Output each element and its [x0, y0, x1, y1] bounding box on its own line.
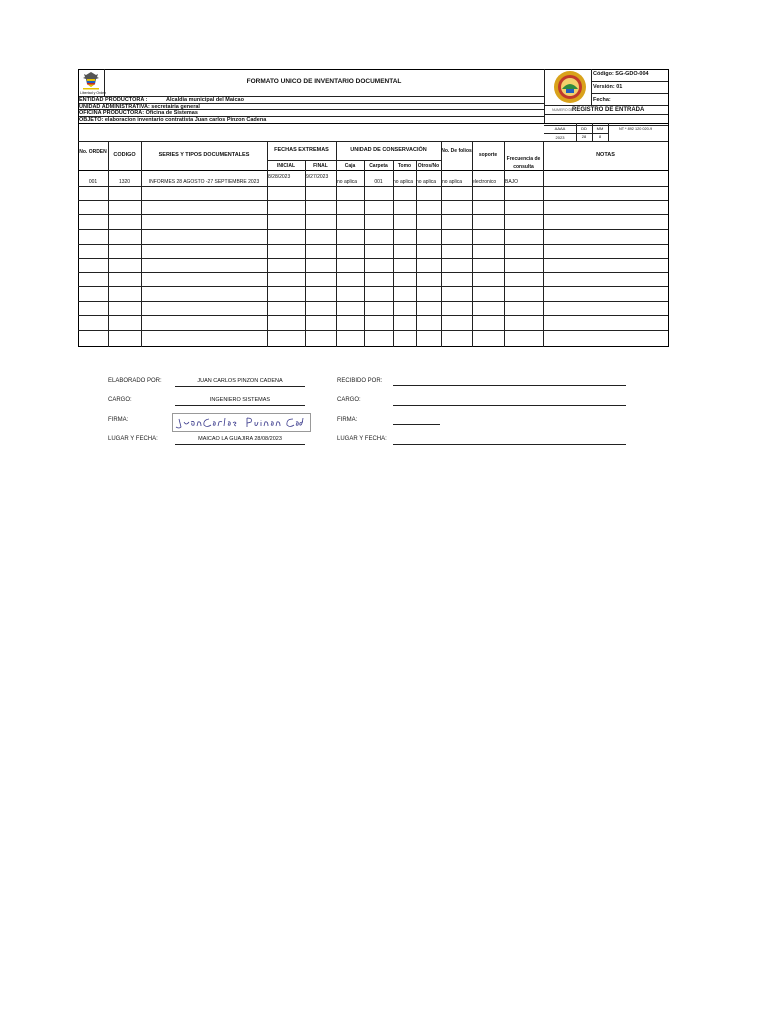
lugar-label: LUGAR Y FECHA:	[108, 436, 158, 442]
col-header-fechas: FECHAS EXTREMAS	[274, 147, 329, 153]
col-header-tomo: Tomo	[397, 163, 412, 169]
lugar2-line	[393, 444, 626, 445]
col-header-notas: NOTAS	[596, 152, 615, 158]
cell-inicial: 8/28/2023	[268, 174, 291, 180]
firma2-line	[393, 424, 440, 425]
col-line-carpeta	[364, 160, 365, 347]
col-header-frecuencia: Frecuencia de consulta	[506, 156, 541, 170]
col-header-unidad: UNIDAD DE CONSERVACIÓN	[350, 147, 427, 153]
inventory-sheet	[78, 69, 668, 347]
firma2-label: FIRMA:	[337, 417, 358, 423]
col-line-inicial	[267, 141, 268, 347]
recibido-label: RECIBIDO POR:	[337, 378, 383, 384]
col-line-frecuencia	[504, 141, 505, 347]
cargo-value: INGENIERO SISTEMAS	[209, 397, 271, 403]
col-header-final: FINAL	[313, 163, 328, 169]
row-line-1	[78, 186, 668, 187]
firma-label: FIRMA:	[108, 417, 129, 423]
elaborado-value: JUAN CARLOS PINZON CADENA	[197, 378, 283, 384]
col-line-codigo	[108, 141, 109, 347]
fecha-divider	[544, 105, 668, 106]
subheader-line	[267, 160, 441, 161]
header-bottom-line	[78, 170, 668, 171]
elaborado-line	[175, 386, 305, 387]
cell-series: INFORMES 28 AGOSTO -27 SEPTIEMBRE 2023	[148, 179, 260, 185]
objeto: OBJETO: elaboracion inventario contratista Juan carlos Pinzon Cadena	[79, 117, 267, 123]
cargo-label: CARGO:	[108, 397, 132, 403]
logo-caption: Libertad y Orden	[80, 91, 107, 95]
row-line-11	[78, 330, 668, 331]
registro-prefix: NUMERO DE	[552, 108, 574, 112]
date-value-year: 2023	[555, 135, 565, 140]
col-header-carpeta: Carpeta	[369, 163, 388, 169]
cell-soporte: electronico	[472, 179, 497, 185]
col-line-otros	[416, 160, 417, 347]
date-header-mm: MM	[596, 126, 604, 131]
row-line-2	[78, 200, 668, 201]
header-divider-1	[78, 96, 544, 97]
lugar-line	[175, 444, 305, 445]
row-line-9	[78, 301, 668, 302]
date-col-div-3	[608, 123, 609, 141]
entidad-label: ENTIDAD PRODUCTORA :	[79, 97, 148, 103]
handwritten-signature	[173, 414, 310, 431]
row-line-3	[78, 214, 668, 215]
table-bottom-line	[78, 346, 668, 347]
table-top-line	[78, 141, 668, 142]
row-line-4	[78, 229, 668, 230]
header-divider-5	[78, 123, 668, 124]
unidad-administrativa: UNIDAD ADMINISTRATIVA: secretairia general	[79, 104, 200, 110]
col-header-caja: Caja	[344, 163, 356, 169]
row-line-5	[78, 244, 668, 245]
codigo-divider	[591, 81, 668, 82]
col-line-folios	[441, 141, 442, 347]
col-line-tomo	[393, 160, 394, 347]
elaborado-label: ELABORADO POR:	[108, 378, 162, 384]
oficina-productora: OFICINA PRODUCTORA: Oficina de Sistemas	[79, 110, 198, 116]
col-header-codigo: CODIGO	[113, 152, 136, 158]
codigo-label: Código: SG-GDO-004	[593, 71, 649, 77]
version-divider	[591, 93, 668, 94]
signature-box	[172, 413, 311, 432]
registro-divider	[544, 114, 668, 115]
cell-no: 001	[88, 179, 98, 185]
cell-codigo: 1320	[118, 179, 131, 185]
version-label: Versión: 01	[593, 84, 623, 90]
cargo2-label: CARGO:	[337, 397, 361, 403]
registro-label: REGISTRO DE ENTRADA	[572, 107, 645, 113]
col-header-otros: Otros/No	[417, 163, 440, 169]
col-header-soporte: soporte	[478, 152, 498, 158]
row-line-7	[78, 272, 668, 273]
lugar-value: MAICAO LA GUAJIRA 28/08/2023	[198, 436, 282, 442]
cell-caja: no aplica	[337, 179, 358, 185]
col-header-folios: No. De folios	[441, 148, 472, 154]
row-line-6	[78, 258, 668, 259]
col-header-inicial: INICIAL	[276, 163, 296, 169]
col-line-notas	[543, 141, 544, 347]
col-line-final	[305, 160, 306, 347]
cell-final: 9/27/2023	[306, 174, 329, 180]
row-line-10	[78, 315, 668, 316]
date-value-month: 8	[598, 134, 602, 139]
fecha-label: Fecha:	[593, 97, 611, 103]
cargo2-line	[393, 405, 626, 406]
seal-divider	[591, 69, 592, 105]
date-header-aaaa: AAAA	[554, 126, 566, 131]
col-header-series: SERIES Y TIPOS DOCUMENTALES	[158, 152, 250, 158]
cell-tomo: no aplica	[393, 179, 414, 185]
recibido-line	[393, 385, 626, 386]
date-value-day: 28	[581, 134, 587, 139]
cargo-line	[175, 405, 305, 406]
cell-otros: no aplica	[416, 179, 437, 185]
cell-carpeta: 001	[374, 179, 383, 185]
cell-frecuencia: BAJO	[505, 179, 519, 185]
date-header-dd: DD	[581, 126, 587, 131]
municipal-seal-icon	[552, 70, 588, 104]
nt-label: NT * 892 120 020-9	[619, 127, 653, 131]
entidad-value: Alcaldia municipal del Maicao	[166, 97, 244, 103]
cell-folios: no aplica	[442, 179, 463, 185]
right-border	[668, 69, 669, 347]
lugar2-label: LUGAR Y FECHA:	[337, 436, 387, 442]
row-line-8	[78, 286, 668, 287]
col-header-no-orden: No. ORDEN	[79, 149, 107, 155]
form-title: FORMATO UNICO DE INVENTARIO DOCUMENTAL	[246, 78, 402, 85]
col-line-caja	[336, 141, 337, 347]
col-line-series	[141, 141, 142, 347]
col-line-soporte	[472, 141, 473, 347]
